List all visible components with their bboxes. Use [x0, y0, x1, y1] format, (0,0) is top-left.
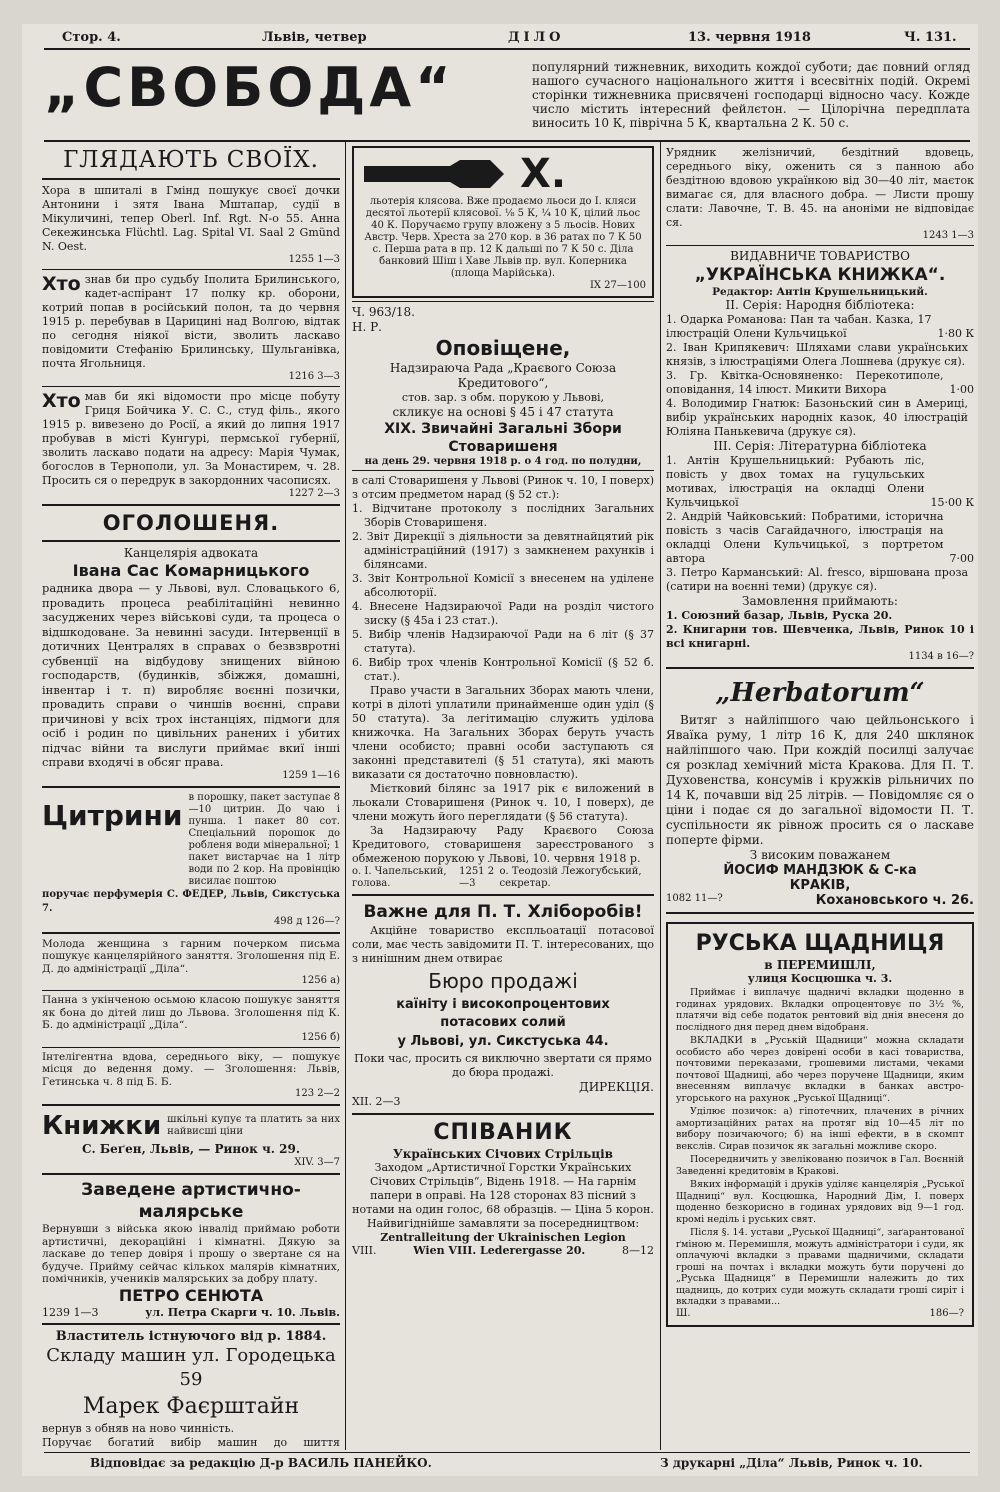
- loteria-ref: IX 27—100: [589, 280, 646, 291]
- citryny-line: поручає перфумерія С. ФЕДЕР, Львів, Сикстуська 7.: [42, 888, 340, 914]
- agenda-item: 4. Внесене Надзираючої Ради на розділ чистого зиску (§ 45а і 23 стат.).: [352, 600, 654, 627]
- book-item: [666, 510, 974, 566]
- kanc-line: Канцелярія адвоката: [123, 546, 259, 560]
- ruska-paragraph: Вяких інформацій і друків уділяє канцелярія „Руської Щадниці“ вул. Косцюшка, Народний Дім, І. поверх щоденно безкорисно в годинах урядових від 9—1 год. кромі неділь і руських свят.: [676, 1179, 964, 1225]
- dyrekcia-ref: XII. 2—3: [352, 1095, 401, 1108]
- book-title: 4. Володимир Гнатюк: Базоньский син в Америці, вибір українських народніх казок, 40 ілюстрацій Юліяна Панькевича (друкує ся).: [666, 397, 968, 438]
- kainit-line: каїніту і високопроцентових: [396, 997, 610, 1012]
- notice-1: Хора в шпиталі в Гмінд пошукує своєї дочки Антонини і зятя Івана Мштапар, судії в Мікуличині, тепер Oberl. Inf. Rgt. N-o 55. Анна Секежинська Flüchtl. Lag. Spital VI. Saal 2 Gmünd N. Oest.: [42, 184, 340, 253]
- footer-printer: З друкарні „Діла“ Львів, Ринок ч. 10.: [660, 1456, 923, 1470]
- citryny-text: в порошку, пакет заступає 8—10 цитрин. До чаю і пунша. 1 пакет 80 сот. Спеціальний порошок до робленя води мінеральної; 1 пакет вистарчає на 1 літр води по 2 кор. На провінцію висилає поштою: [188, 791, 340, 887]
- citryny-ref: 498 д 126—?: [273, 915, 340, 927]
- agenda-item: 2. Звіт Дирекції з діяльности за девятнайцятий рік адміністраційний (1917) з замкненем рахунків і білянсами.: [352, 530, 654, 571]
- column-rule-1: [345, 142, 346, 1450]
- oppov-line-3: скликує на основі § 45 і 47 статута: [392, 405, 614, 419]
- zamovlennya-2: 2. Книгарни тов. Шевченка, Львів, Ринок 10 і всі книгарні.: [666, 623, 974, 650]
- zentralleitung: Zentralleitung der Ukrainischen Legion: [380, 1231, 626, 1244]
- page-number: Стор. 4.: [62, 30, 121, 45]
- herbatorum-firm: ЙОСИФ МАНДЗЮК & С-ка: [723, 863, 917, 878]
- header-rule: [44, 48, 970, 50]
- footer-editor: Відповідає за редакцію Д-р ВАСИЛЬ ПАНЕЙКО.: [90, 1456, 432, 1470]
- ref-moloda: 1256 а): [301, 975, 340, 986]
- book-price: 7·00: [949, 552, 974, 565]
- ruska-paragraph: ВКЛАДКИ в „Руській Щадници“ можна складати особисто або через довірені особи в касі товариства, почтовими переказами, грошевими листами, чеками почтової Щадниці, або через поручене Щадници, яким внесенням виплачує вкладки в банках австро-угорського на рахунок „Руської Щадниці“.: [676, 1035, 964, 1104]
- vazhne-heading: Важне для П. Т. Хліборобів!: [363, 902, 643, 922]
- book-item: [666, 341, 974, 369]
- zavedene-heading: Заведене артистично-малярське: [81, 1180, 301, 1222]
- zavedene-ref: 1239 1—3: [42, 1305, 99, 1319]
- oppov-place: в салі Стоваришеня у Львові (Ринок ч. 10, І поверх) з отсим предметом нарад (§ 52 ст.):: [352, 474, 654, 501]
- spivanyk-order: Найвигіднійше замавляти за посередництвом:: [366, 1217, 640, 1230]
- vazhne-text: Акційне товариство експльоатації потасової соли, має честь завідомити П. Т. інтересованих, що з нинішним днем отвирає: [352, 924, 654, 965]
- spivanyk-heading: СПІВАНИК: [433, 1120, 573, 1145]
- book-title: 3. Гр. Квітка-Основяненко: Перекотиполе, оповідання, 14 ілюст. Микити Вихора: [666, 369, 944, 396]
- issue-date: 13. червня 1918: [688, 30, 811, 45]
- column-rule-2: [660, 142, 661, 1450]
- book-title: 3. Петро Карманський: Al. fresco, віршована проза (сатири на воєнні теми) (друкує ся).: [666, 566, 968, 593]
- buro-heading: Бюро продажі: [428, 969, 578, 993]
- agenda-item: 5. Вибір членів Надзираючої Ради на 6 літ (§ 37 статута).: [352, 628, 654, 655]
- series-2-list: [666, 313, 974, 439]
- svoboda-title: „СВОБОДА“: [44, 56, 455, 119]
- zavedene-name: ПЕТРО СЕНЮТА: [118, 1285, 264, 1305]
- sklad-line: Складу машин ул. Городецька 59: [46, 1344, 336, 1390]
- ruska-paragraph: Після §. 14. устави „Руської Щадниці“, заґарантованої ґміною м. Перемишля, можуть адміністратори і суди, як оплачуючі вкладки з правами щадничими, складати гроші на почтах і вкладки можуть бути поручені до „Руська Щадниця“ в Перемишли належить до тих щадниць, до котрих суди можуть складати гроші сиріт і вкладки з правами...: [676, 1227, 964, 1307]
- knyzhky-text: шкільні купує та платить за них найвисші ціни: [167, 1114, 340, 1137]
- knyzhky-ref: XIV. 3—7: [294, 1157, 340, 1168]
- zamovlennya-1: 1. Союзний базар, Львів, Руска 20.: [666, 609, 893, 622]
- place-day: Львів, четвер: [262, 30, 367, 45]
- issue-number: Ч. 131.: [904, 30, 957, 45]
- ref-3: 1227 2—3: [288, 488, 340, 499]
- oppov-np: Н. Р.: [352, 320, 382, 334]
- oppov-line-2: стов. зар. з обм. порукою у Львові,: [401, 391, 605, 404]
- agenda-item: 1. Відчитане протоколу з послідних Загальних Зборів Стоваришеня.: [352, 502, 654, 529]
- oppov-sign-1: о. І. Чапельський, голова.: [352, 866, 447, 889]
- zamovlennya-heading: Замовлення приймають:: [742, 594, 898, 608]
- notice-2: знав би про судьбу Іполита Брилинського, кадет-аспірант 17 полку кр. оборони, котрий попав в російський полон, та до червня 1915 р. перебував в Царицині над Волгою, відтак по сегодня ніякої вісти, зволить ласкаво повідомити Стефанію Брилинську, Шульганівка, почта Ягольниця.: [42, 273, 340, 370]
- oppov-za: За Надзираючу Раду Краєвого Союза Кредитового, стоваришеня зареєстрованого з обмеженою порукою у Львові, 10. червня 1918 р.: [352, 824, 654, 865]
- ref-vdova: 123 2—2: [295, 1088, 340, 1099]
- loteria-text: льотерія клясова. Вже продаємо льоси до І. кляси десятої льотерії клясової. ¹⁄₈ 5 К, ¹⁄₄ 10 К, цілий льос 40 К. Поручаємо групу вложену з 5 льосів. Нових Австр. Черв. Хреста за 270 кор. в 36 ратах по 7 К 50 с. Перша рата в пр. 12 К дальші по 7 К 50 с. Діла банковий Шіш і Хаве Львів пр. вул. Коперника (площа Марійська).: [364, 196, 642, 279]
- oppov-pravo: Право участи в Загальних Зборах мають члени, котрі в ділоті уплатили принайменше один уділ (§ 50 статута). За легітимацію служить уділова книжочка. На Загальних Зборах беруть участь члени особисто; правні особи заступають ся законні представителі (§ 51 статута), які мають виказати ся достаточно повновластю).: [352, 684, 654, 781]
- notice-3-lead: Хто: [42, 390, 81, 412]
- ruska-paragraph: Приймає і виплачує щадничі вкладки щоденно в годинах урядових. Вкладки опроцентовує по 3½ %, платячи від себе податок рентовий від днія внесеня до послідного дня перед днем відобраня.: [676, 987, 964, 1033]
- herbatorum-address: Кохановського ч. 26.: [815, 893, 974, 908]
- oppov-number: Ч. 963/18.: [352, 305, 415, 319]
- marek-line-1: вернув з обняв на ново чинність.: [42, 1421, 235, 1435]
- marek-name: Марек Фаєрштайн: [82, 1393, 300, 1419]
- oppov-bilans: Мієтковий білянс за 1917 рік є виложений в льокали Стоваришеня (Ринок ч. 10, І поверх), де члени можуть його переглядати (§ 56 статута).: [352, 782, 654, 823]
- ref-2: 1216 3—3: [288, 371, 340, 382]
- ref-1: 1255 1—3: [288, 254, 340, 265]
- zamovlennya-ref: 1134 в 16—?: [908, 651, 974, 662]
- ruska-shchadnycia-heading: РУСЬКА ЩАДНИЦЯ: [695, 931, 945, 956]
- book-item: [666, 454, 974, 510]
- ogoloshenya-heading: ОГОЛОШЕНЯ.: [102, 511, 280, 535]
- oppov-date: на день 29. червня 1918 р. о 4 год. по полудни,: [364, 456, 642, 467]
- book-title: 2. Андрій Чайковський: Побратими, історична повість з часів Сагайдачного, ілюстрація на окладці Олени Кульчицької, з портретом автора: [666, 510, 944, 565]
- spivanyk-subtitle: Українських Січових Стрільців: [392, 1147, 614, 1161]
- notice-vdova: Інтелігентна вдова, середнього віку, — пошукує місця до ведення дому. — Зголошення: Львів, Гетинська ч. 8 під Б. Б.: [42, 1050, 340, 1088]
- book-price: 1·80 К: [937, 327, 974, 340]
- ruska-shchadnycia-address: улиця Косцюшка ч. 3.: [747, 972, 893, 985]
- glyadayut-heading: ГЛЯДАЮТЬ СВОЇХ.: [63, 147, 319, 173]
- notice-2-lead: Хто: [42, 273, 81, 295]
- book-price: 1·00: [949, 383, 974, 396]
- book-item: [666, 397, 974, 439]
- ruska-shchadnycia-text: [676, 987, 964, 1308]
- kanc-text: радника двора — у Львові, вул. Словацького 6, провадить процеса реабілітаційні невинно засуджених через військові суди, та процеса о відшкодоване. За невинні засуди. Інтервенції в дотичних Централях в справах о безвзвротні субвенції на відбудову знищених війною господарств, (будинків, збіжжя, домашні, інвентар і т. п) виробляє воєнні позички, провадить справи о чиншів воєнні, справи причинові у всіх трох інстанціях, підмоги для осіб і родин по цивільних ранених і убитих підчас війни та вислуги приймає вкиї інші справи входячі в обсяг права.: [42, 581, 340, 769]
- notice-moloda: Молода женщина з гарним почерком письма пошукує канцелярійного заняття. Зголошення під Е. Д. до адміністрації „Діла“.: [42, 937, 340, 975]
- oppov-heading: Оповіщене,: [435, 336, 571, 360]
- left-column: [42, 146, 340, 1448]
- knyzhky-heading: Книжки: [42, 1111, 162, 1141]
- book-title: 1. Антін Крушельницький: Рубають ліс, повість у двох томах на гуцульських мотивах, ілюстрація на окладці Олени Кульчицької: [666, 454, 925, 509]
- footer-rule: [44, 1452, 970, 1453]
- book-item: [666, 313, 974, 341]
- zavedene-address: ул. Петра Скарги ч. 10. Львів.: [145, 1305, 340, 1319]
- series-2-heading: ІІ. Серія: Народня бібліотека:: [725, 298, 915, 312]
- buro-address: у Львові, ул. Сикстуська 44.: [397, 1034, 609, 1049]
- book-item: [666, 566, 974, 594]
- herbatorum-text: Витяг з найліпшого чаю цейльонського і Яваїка руму, 1 літр 16 К, для 240 шклянок найліпшого чаю. При кождій посилці залучає ся розклад хемічний міста Кракова. Для П. Т. Духовенства, консумів і кружків рільничих по 14 К, почавши від 25 літрів. — Повідомляє ся о ціни і подає ся до загальної відомости П. Т. суспільности як рівнож просить ся о ласкаве поперте фірми.: [666, 713, 974, 847]
- spivanyk-text: Заходом „Артистичної Горстки Українських Січових Стрільців“, Відень 1918. — На гарнім папери в оправі. На 128 сторонах 83 пісний з нотами на один голос, 68 образців. — Ціна 5 корон.: [352, 1161, 654, 1216]
- spivanyk-ref-right: 8—12: [622, 1244, 654, 1257]
- ruska-paragraph: Уділює позичок: а) гіпотечних, плачених в річних амортизаційних ратах на протяг від 10—45 літ по вибору позичаючого; б) на інші ефекти, в в скомпт векслів. Сирав позичок як загальні можливе скоро.: [676, 1106, 964, 1152]
- notice-3: мав би які відомости про місце побуту Гриця Бойчика У. С. С., студ філь., якого 1915 р. вивезено до Росії, а який до липня 1917 пробував в місті Кунгурі, пермської губернії, зволить ласкаво подати на адресу: Марія Чумак, богослов в Тернополи, ул. За Монастирем, ч. 28. Просить ся о передрук в закордонних часописях.: [42, 390, 340, 487]
- citryny-heading: Цитрини: [42, 798, 183, 832]
- redaktor-line: Редактор: Антін Крушельницький.: [712, 286, 928, 298]
- kanc-ref: 1259 1—16: [282, 769, 340, 781]
- kanc-name: Івана Сас Комарницького: [72, 561, 310, 580]
- vlastytel-line: Властитель істнуючого від р. 1884.: [55, 1328, 327, 1344]
- agenda-item: 3. Звіт Контрольної Комісії з внесенем на уділене абсолюторії.: [352, 572, 654, 599]
- ruska-shchadnycia-city: в ПЕРЕМИШЛІ,: [764, 958, 876, 972]
- agenda-list: [352, 502, 654, 684]
- oppov-ref: 1251 2—3: [459, 866, 495, 889]
- wien-address: Wien VIII. Lederergasse 20.: [413, 1244, 586, 1257]
- herbatorum-heading: „Herbatorum“: [715, 678, 925, 708]
- oppov-title: XIX. Звичайні Загальні Збори Стоваришеня: [384, 421, 622, 455]
- hand-pointer-icon: [360, 154, 510, 194]
- ruska-paragraph: Посередничить у звелікованю позичок в Гал. Воєнній Заведенні кредитовім в Кракові.: [676, 1154, 964, 1177]
- loteria-x: X.: [520, 151, 567, 197]
- dyrekcia: ДИРЕКЦІЯ.: [578, 1080, 654, 1094]
- vydavnyche-line: ВИДАВНИЧЕ ТОВАРИСТВО: [730, 249, 910, 263]
- book-item: [666, 369, 974, 397]
- ruska-ref-right: 186—?: [929, 1307, 964, 1319]
- ukr-knyzhka-heading: „УКРАЇНСЬКА КНИЖКА“.: [694, 265, 946, 285]
- ruska-ref-left: Ш.: [676, 1307, 691, 1319]
- agenda-item: 6. Вибір трох членів Контрольної Комісії (§ 52 б. стат.).: [352, 656, 654, 683]
- zavedene-text: Вернувши з війська якою інвалід приймаю роботи артистичні, декораційні і кімнатні. Дякую за ласкаве до тепер довіря і прошу о звертане ся на будуче. Прийму сейчас кількох малярів кімнатних, помічників, учеників малярських за добру плату.: [42, 1223, 340, 1285]
- oppov-sign-2: о. Теодозій Лежогубський, секретар.: [499, 866, 642, 889]
- middle-column: [352, 146, 654, 1448]
- uryadnyk-ref: 1243 1—3: [922, 230, 974, 241]
- spivanyk-ref-left: VIII.: [352, 1244, 377, 1257]
- marek-line-2: Поручає богатий вибір машин до шиття: [42, 1435, 340, 1448]
- series-3-list: [666, 454, 974, 594]
- herbatorum-regards: З високим поважанем: [749, 848, 891, 862]
- herbatorum-ref: 1082 11—?: [666, 893, 723, 904]
- uryadnyk-notice: Урядник желізничий, бездітний вдовець, середнього віку, оженить ся з панною або бездітною вдовою українкою від 30—40 літ, маєток вимагає ся, для власного добра. — Листи прошу слати: Лавочне, Т. В. 45. на аноніми не відповідає ся.: [666, 146, 974, 229]
- herbatorum-city: КРАКІВ,: [789, 878, 851, 893]
- poky-text: Поки час, просить ся виключно звертати ся прямо до бюра продажі.: [354, 1052, 652, 1079]
- book-price: 15·00 К: [930, 496, 974, 509]
- svoboda-text: популярний тижневник, виходить кождої суботи; дає повний огляд нашого сучасного національного життя і всесвітніх подій. Окремі сторінки тижневника присвячені господарці відносно часу. Кожде число містить інтересний фейлєтон. — Цілорічна передплата виносить 10 К, піврічна 5 К, квартальна 2 К. 50 с.: [532, 60, 970, 130]
- series-3-heading: ІІІ. Серія: Літературна бібліотека: [713, 439, 927, 453]
- potas-line: потасових солий: [440, 1015, 566, 1030]
- ref-panna: 1256 б): [301, 1031, 340, 1043]
- top-rule: [44, 140, 970, 142]
- notice-panna: Панна з укінченою осьмою класою пошукує заняття як бона до дітей лиш до Львова. Зголошення під К. Б. до адміністрації „Діла“.: [42, 994, 340, 1031]
- book-title: 1. Одарка Романова: Пан та чабан. Казка, 17 ілюстрацій Олени Кульчицької: [666, 313, 932, 340]
- right-column: [666, 146, 974, 1448]
- newspaper-name: ДІЛО: [508, 30, 565, 45]
- knyzhky-address: С. Беґен, Львів, — Ринок ч. 29.: [81, 1142, 301, 1156]
- book-title: 2. Іван Крипякевич: Шляхами слави українських князів, з ілюстраціями Олега Лошнева (друкує ся).: [666, 341, 968, 368]
- oppov-line-1: Надзираюча Рада „Краєвого Союза Кредитового“,: [389, 361, 617, 390]
